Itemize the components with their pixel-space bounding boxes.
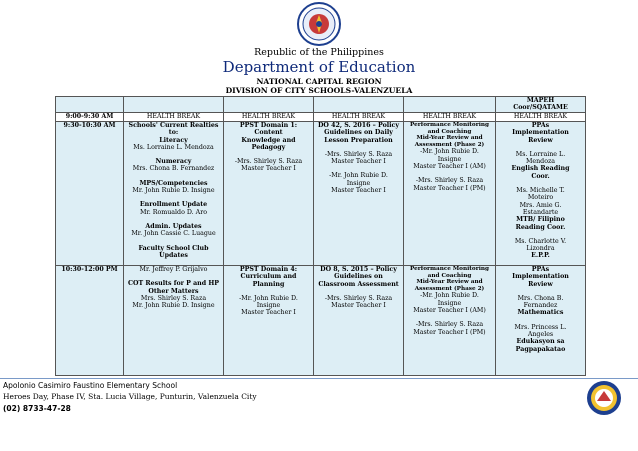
deped-seal-icon <box>297 2 341 46</box>
cell-line: Faculty School Club <box>138 244 209 252</box>
cell-spacer <box>126 216 221 223</box>
cell-line: Insigne <box>437 299 462 307</box>
cell-line: Mr. Jeffrey P. Grijalvo <box>139 266 208 273</box>
cell-line: -Mr. John Rubie D. <box>329 172 388 180</box>
cell-line: Implementation <box>512 129 569 137</box>
cell-spacer <box>226 151 311 158</box>
cell-line: to: <box>168 129 179 137</box>
cell-line: MPS/Competencies <box>139 179 208 187</box>
division-title: DIVISION OF CITY SCHOOLS-VALENZUELA <box>225 86 413 95</box>
cell-line: -Mr. John Rubie D. <box>420 292 479 300</box>
cell-line: Master Teacher I <box>331 302 386 310</box>
cell-line: Estandarte <box>522 208 559 216</box>
session-cell <box>496 122 586 266</box>
cell-line: -Mrs. Shirley S. Raza <box>415 177 484 185</box>
cell-line: E.P.P. <box>531 252 550 260</box>
cell-line: Master Teacher I (AM) <box>413 162 486 170</box>
session-cell <box>314 122 404 266</box>
republic-title: Republic of the Philippines <box>254 47 384 58</box>
cell-spacer <box>126 194 221 201</box>
schedule-table <box>55 96 586 376</box>
cell-line: Curriculum and Planning <box>240 273 297 288</box>
cell-line: Assessment (Phase 2) <box>414 285 485 292</box>
break-label: HEALTH BREAK <box>404 113 496 122</box>
cell-line: Master Teacher I (PM) <box>413 184 486 192</box>
footer-divider <box>0 378 638 379</box>
cell-line: Mr. John Rubie D. Insigne <box>132 187 215 195</box>
health-break-row <box>56 113 586 122</box>
cell-line: Performance Monitoring <box>410 266 489 272</box>
cell-line: Lesson Preparation <box>324 136 393 144</box>
cell-spacer <box>498 144 583 151</box>
cell-line: Pagpapakatao <box>515 345 566 353</box>
cell-line: Guidelines on Daily <box>324 129 393 137</box>
cell-line: -Mrs. Shirley S. Raza <box>415 321 484 329</box>
cell-line: Ms. Lorraine L. Mendoza <box>133 143 214 151</box>
cell-line: MTB/ Filipino <box>516 216 565 224</box>
session-cell <box>496 266 586 376</box>
cell-line: PPAs <box>531 266 550 273</box>
cell-line: Mrs. Amie G. <box>519 201 562 209</box>
cell-line: Mrs. Chona B. <box>517 294 564 302</box>
cell-line: Master Teacher I <box>331 187 386 195</box>
session-cell <box>224 266 314 376</box>
break-label: HEALTH BREAK <box>224 113 314 122</box>
cell-line: PPST Domain 4: <box>239 266 298 273</box>
cell-line: Insigne <box>437 155 462 163</box>
cell-line: Numeracy <box>155 158 192 166</box>
cell-line: COT Results for P and HP <box>127 280 220 288</box>
cell-spacer <box>498 288 583 295</box>
cell-line: Mr. Romualdo D. Aro <box>139 208 208 216</box>
cell-line: Review <box>528 280 553 288</box>
break-label: HEALTH BREAK <box>124 113 224 122</box>
cell-spacer <box>498 317 583 324</box>
session-cell <box>404 266 496 376</box>
cell-line: Assessment (Phase 2) <box>414 141 485 148</box>
cell-line: Lizondra <box>526 245 555 253</box>
cell-spacer <box>126 273 221 280</box>
cell-line: Mathematics <box>517 309 564 317</box>
cell-line: Ms. Charlotte V. <box>514 237 567 245</box>
cell-line: -Mr. John Rubie D. <box>420 148 479 156</box>
session-cell <box>124 122 224 266</box>
cell-spacer <box>126 238 221 245</box>
department-title: Department of Education <box>222 58 416 76</box>
cell-line: DO 8, S. 2015 – Policy <box>320 266 397 273</box>
cell-spacer <box>406 314 493 321</box>
cell-spacer <box>498 180 583 187</box>
break-label: HEALTH BREAK <box>314 113 404 122</box>
cell-spacer <box>126 173 221 180</box>
cell-line: -Mrs. Shirley S. Raza <box>234 158 303 166</box>
cell-spacer <box>316 165 401 172</box>
school-logo-icon <box>586 380 622 416</box>
cell-line: Master Teacher I <box>241 165 296 173</box>
cell-line: Literacy <box>159 136 188 144</box>
cell-line: Knowledge and Pedagogy <box>241 136 296 151</box>
cell-line: -Mr. John Rubie D. <box>239 294 298 302</box>
cell-spacer <box>226 288 311 295</box>
cell-line: Ms. Lorraine L. <box>515 150 566 158</box>
cell-line: DO 42, S. 2016 – Policy <box>317 122 400 129</box>
session-cell <box>124 266 224 376</box>
footer-phone: (02) 8733-47-28 <box>3 404 71 413</box>
region-title: NATIONAL CAPITAL REGION <box>256 77 382 86</box>
cell-line: Angeles <box>527 331 554 339</box>
cell-line: Schools' Current Realties <box>128 122 219 129</box>
table-row <box>56 266 586 376</box>
cell-line: Ms. Michelle T. <box>516 187 565 195</box>
cell-line: Master Teacher I <box>241 309 296 317</box>
cell-line: Admin. Updates <box>145 222 202 230</box>
cell-line: Master Teacher I <box>331 158 386 166</box>
session-cell <box>224 122 314 266</box>
cell-spacer <box>498 231 583 238</box>
footer-school-name: Apolonio Casimiro Faustino Elementary School <box>3 381 178 390</box>
cell-line: PPAs <box>531 122 550 129</box>
cell-line: -Mrs. Shirley S. Raza <box>324 150 393 158</box>
time-cell: 9:30-10:30 AM <box>56 122 124 266</box>
session-cell <box>314 266 404 376</box>
cell-line: -Mrs. Shirley S. Raza <box>324 294 393 302</box>
table-row <box>56 122 586 266</box>
cell-line: Insigne <box>256 302 281 310</box>
cell-line: Enrollment Update <box>139 201 208 209</box>
cell-line: Mrs. Shirley S. Raza <box>140 294 207 302</box>
cell-line: Master Teacher I (AM) <box>413 306 486 314</box>
cell-line: Mid-Year Review and <box>416 279 483 286</box>
cell-line: Mr. John Cassie C. Luague <box>131 230 216 238</box>
cell-line: and Coaching <box>427 272 472 279</box>
cell-line: Mrs. Princess L. <box>514 323 567 331</box>
cell-spacer <box>316 144 401 151</box>
cell-spacer <box>126 151 221 158</box>
cell-line: Coor. <box>531 172 550 180</box>
footer-address: Heroes Day, Phase IV, Sta. Lucia Village, Punturin, Valenzuela City <box>3 392 257 401</box>
cell-line: Performance Monitoring <box>410 122 489 128</box>
break-label: HEALTH BREAK <box>496 113 586 122</box>
time-cell: 10:30-12:00 PM <box>56 266 124 376</box>
cell-line: Edukasyon sa <box>516 338 565 346</box>
cell-line: Classroom Assessment <box>318 280 399 288</box>
break-time: 9:00-9:30 AM <box>56 113 124 122</box>
cell-line: Mr. John Rubie D. Insigne <box>132 302 215 310</box>
cell-line: Mid-Year Review and <box>416 135 483 142</box>
cell-line: Review <box>528 136 553 144</box>
cell-line: Reading Coor. <box>515 223 566 231</box>
cell-spacer <box>316 288 401 295</box>
cell-line: Mendoza <box>525 158 556 166</box>
cell-line: Other Matters <box>148 287 199 295</box>
session-cell <box>404 122 496 266</box>
cell-line: Updates <box>159 251 188 259</box>
cell-line: Mrs. Chona B. Fernandez <box>132 165 215 173</box>
cell-line: Fernandez <box>523 302 558 310</box>
cell-spacer <box>406 170 493 177</box>
cell-line: PPST Domain 1: Content <box>239 122 298 137</box>
mapeh-header: MAPEH Coor/SQATAME <box>496 97 586 113</box>
cell-line: Insigne <box>346 179 371 187</box>
table-header-row <box>56 97 586 113</box>
cell-line: Implementation <box>512 273 569 281</box>
cell-line: Moteiro <box>527 194 554 202</box>
cell-line: Master Teacher I (PM) <box>413 328 486 336</box>
cell-line: Guidelines on <box>334 273 383 281</box>
cell-line: and Coaching <box>427 128 472 135</box>
cell-line: English Reading <box>511 165 570 173</box>
